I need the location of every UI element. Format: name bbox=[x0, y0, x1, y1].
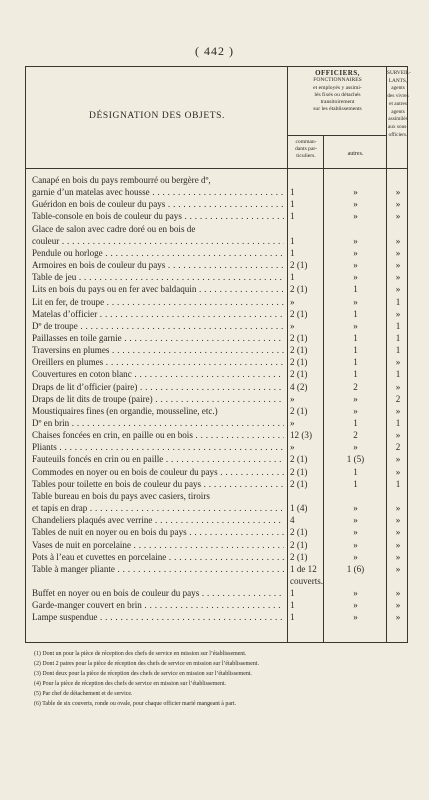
cell-commandants: 1 bbox=[290, 612, 295, 623]
cell-surveillants: » bbox=[395, 247, 401, 258]
header-commandants: comman- dants par- ticuliers. bbox=[294, 139, 318, 160]
cell-commandants: 2 (1) bbox=[290, 332, 308, 343]
cell-commandants: 2 (1) bbox=[290, 308, 308, 319]
cell-surveillants: » bbox=[395, 539, 401, 550]
footnote: (2) Dont 2 paires pour la pièce de réception des chefs de service en mission sur l’établissement. bbox=[34, 660, 259, 667]
cell-surveillants: » bbox=[395, 466, 401, 477]
cell-commandants: 2 (1) bbox=[290, 405, 308, 416]
item-label: Pots à l’eau et cuvettes en porcelaine . . . bbox=[32, 552, 284, 562]
cell-commandants: 2 (1) bbox=[290, 357, 308, 368]
cell-surveillants: 1 bbox=[395, 345, 401, 356]
header-designation: DÉSIGNATION DES OBJETS. bbox=[89, 111, 225, 121]
cell-autres: 1 bbox=[353, 369, 358, 380]
cell-surveillants: » bbox=[395, 563, 401, 574]
cell-autres: 1 bbox=[353, 418, 358, 428]
footnote: (5) Par chef de détachement et de service. bbox=[34, 690, 133, 697]
cell-commandants: 2 (1) bbox=[290, 369, 308, 380]
cell-surveillants: 1 bbox=[395, 320, 401, 331]
footnotes bbox=[34, 650, 414, 709]
header-autres: autres. bbox=[347, 151, 364, 157]
item-label: Pendule ou horloge . . . bbox=[32, 248, 284, 258]
cell-surveillants: » bbox=[395, 381, 401, 392]
item-label: Table bureau en bois du pays avec casiers, tiroirs bbox=[32, 490, 210, 501]
cell-commandants: 2 (1) bbox=[290, 551, 308, 562]
cell-commandants: 4 (2) bbox=[290, 381, 308, 392]
cell-commandants: 2 (1) bbox=[290, 454, 308, 465]
cell-surveillants: » bbox=[395, 284, 401, 295]
cell-surveillants: 1 bbox=[395, 369, 401, 380]
cell-autres: 1 bbox=[353, 357, 358, 368]
item-label: Lit en fer, de troupe . . . bbox=[32, 297, 284, 307]
item-label: Paillasses en toile garnie . . . bbox=[32, 333, 284, 343]
item-label: Buffet en noyer ou en bois de couleur du pays . . . bbox=[32, 588, 284, 598]
cell-autres: 1 bbox=[353, 345, 358, 356]
cell-surveillants: » bbox=[395, 357, 401, 368]
cell-commandants: 1 bbox=[290, 588, 295, 599]
cell-surveillants: » bbox=[395, 515, 401, 526]
cell-surveillants: » bbox=[395, 187, 401, 198]
cell-commandants: 1 bbox=[290, 187, 295, 198]
cell-autres: » bbox=[353, 503, 358, 514]
cell-commandants: 2 (1) bbox=[290, 539, 308, 550]
cell-commandants: 1 bbox=[290, 235, 295, 246]
item-label: Lampe suspendue . . . bbox=[32, 612, 284, 622]
cell-surveillants: » bbox=[395, 211, 401, 222]
item-label: Tables de nuit en noyer ou en bois du pays . . . bbox=[32, 527, 284, 537]
item-label: Lits en bois du pays ou en fer avec baldaquin . . . bbox=[32, 284, 284, 294]
cell-autres: » bbox=[353, 527, 358, 538]
item-label: Armoires en bois de couleur du pays . . . bbox=[32, 260, 284, 270]
cell-surveillants: 1 bbox=[395, 296, 401, 307]
item-label: et tapis en drap . . . bbox=[32, 503, 284, 513]
item-label: Fauteuils foncés en crin ou en paille . . . bbox=[32, 454, 284, 464]
header-bottom-rule bbox=[26, 168, 407, 169]
cell-autres: 1 (6) bbox=[346, 563, 365, 574]
cell-surveillants: » bbox=[395, 199, 401, 210]
cell-commandants: 12 (3) bbox=[290, 430, 312, 441]
cell-surveillants: 2 bbox=[395, 442, 401, 453]
cell-surveillants: » bbox=[395, 527, 401, 538]
cell-autres: » bbox=[353, 260, 358, 271]
cell-autres: 1 bbox=[353, 284, 358, 295]
cell-autres: 1 bbox=[353, 478, 358, 489]
cell-surveillants: » bbox=[395, 503, 401, 514]
cell-commandants: » bbox=[290, 418, 295, 428]
header-surveillants: SURVEIL- LANTS, agents des vivres et autres agents assimilés aux sous- officiers. bbox=[387, 70, 411, 138]
cell-commandants: 2 (1) bbox=[290, 260, 308, 271]
item-label: Commodes en noyer ou en bois de couleur du pays . . . bbox=[32, 467, 284, 477]
cell-commandants: 2 (1) bbox=[290, 284, 308, 295]
cell-autres: » bbox=[353, 199, 358, 210]
cell-autres: » bbox=[353, 539, 358, 550]
cell-autres: » bbox=[353, 235, 358, 246]
cell-autres: 2 bbox=[353, 430, 358, 441]
cell-commandants: » bbox=[290, 442, 295, 453]
cell-commandants: couverts. bbox=[290, 575, 324, 586]
item-label: Oreillers en plumes . . . bbox=[32, 357, 284, 367]
footnote: (3) Dont deux pour la pièce de réception des chefs de service en mission sur l’établissement. bbox=[34, 670, 252, 677]
cell-surveillants: 1 bbox=[395, 332, 401, 343]
cell-autres: » bbox=[353, 442, 358, 453]
cell-commandants: 2 (1) bbox=[290, 466, 308, 477]
item-label: Dº de troupe . . . bbox=[32, 321, 284, 331]
cell-autres: » bbox=[353, 211, 358, 222]
page-number: ( 442 ) bbox=[195, 44, 234, 58]
item-label: Couvertures en coton blanc . . . bbox=[32, 369, 284, 379]
cell-surveillants: » bbox=[395, 600, 401, 611]
item-label: Table-console en bois de couleur du pays . . . bbox=[32, 211, 284, 221]
cell-autres: » bbox=[353, 320, 358, 331]
cell-surveillants: » bbox=[395, 272, 401, 283]
cell-commandants: 1 bbox=[290, 199, 295, 210]
cell-commandants: 2 (1) bbox=[290, 345, 308, 356]
cell-autres: » bbox=[353, 405, 358, 416]
item-label: Chaises foncées en crin, en paille ou en bois . . . bbox=[32, 430, 284, 440]
item-label: Moustiquaires fines (en organdie, mousseline, etc.) bbox=[32, 405, 218, 416]
cell-autres: 2 bbox=[353, 381, 358, 392]
cell-commandants: 2 (1) bbox=[290, 527, 308, 538]
cell-autres: » bbox=[353, 187, 358, 198]
cell-autres: » bbox=[353, 272, 358, 283]
cell-autres: » bbox=[353, 296, 358, 307]
cell-surveillants: » bbox=[395, 405, 401, 416]
item-label: Matelas d’officier . . . bbox=[32, 309, 284, 319]
cell-surveillants: 2 bbox=[395, 393, 401, 404]
item-label: Canapé en bois du pays rembourré ou bergère dº, bbox=[32, 175, 211, 185]
cell-surveillants: » bbox=[395, 588, 401, 599]
cell-commandants: 1 (4) bbox=[290, 503, 308, 514]
cell-surveillants: » bbox=[395, 260, 401, 271]
cell-surveillants: 1 bbox=[395, 418, 401, 428]
footnote: (6) Table de six couverts, ronde ou ovale, pour chaque officier marié mangeant à part. bbox=[34, 700, 237, 707]
cell-surveillants: 1 bbox=[395, 478, 401, 489]
cell-commandants: 1 bbox=[290, 272, 295, 283]
cell-autres: » bbox=[353, 247, 358, 258]
item-label: Guéridon en bois de couleur du pays . . . bbox=[32, 199, 284, 209]
cell-commandants: 1 bbox=[290, 600, 295, 611]
cell-commandants: » bbox=[290, 320, 295, 331]
cell-commandants: 2 (1) bbox=[290, 478, 308, 489]
item-label: couleur . . . bbox=[32, 236, 284, 246]
header-officiers: OFFICIERS, FONCTIONNAIRES et employés y assimi- lés fixés ou détachés transitoirement sur les établissements bbox=[313, 69, 362, 113]
item-label: Pliants . . . bbox=[32, 442, 284, 452]
header-subdivider bbox=[288, 135, 386, 136]
cell-autres: 1 (5) bbox=[346, 454, 365, 465]
cell-autres: 1 bbox=[353, 332, 358, 343]
item-label: Draps de lit dits de troupe (paire) . . . bbox=[32, 394, 284, 404]
cell-commandants: 1 bbox=[290, 247, 295, 258]
cell-surveillants: » bbox=[395, 430, 401, 441]
item-label: Garde-manger couvert en brin . . . bbox=[32, 600, 284, 610]
cell-autres: » bbox=[353, 551, 358, 562]
inventory-table bbox=[25, 66, 411, 643]
cell-commandants: » bbox=[290, 296, 295, 307]
cell-surveillants: » bbox=[395, 551, 401, 562]
item-label: Table de jeu . . . bbox=[32, 272, 284, 282]
footnote: (1) Dont un pour la pièce de réception des chefs de service en mission sur l’établissement. bbox=[34, 651, 247, 657]
item-label: Glace de salon avec cadre doré ou en bois de bbox=[32, 223, 196, 234]
item-label: garnie d’un matelas avec housse . . . bbox=[32, 187, 284, 197]
cell-surveillants: » bbox=[395, 308, 401, 319]
item-label: Vases de nuit en porcelaine . . . bbox=[32, 540, 284, 550]
item-label: Tables pour toilette en bois de couleur du pays . . . bbox=[32, 479, 284, 489]
cell-commandants: 4 bbox=[290, 515, 295, 526]
cell-autres: 1 bbox=[353, 308, 358, 319]
item-label: Table à manger pliante . . . bbox=[32, 564, 284, 574]
cell-surveillants: » bbox=[395, 235, 401, 246]
item-label: Traversins en plumes . . . bbox=[32, 345, 284, 355]
cell-autres: » bbox=[353, 515, 358, 526]
item-label: Chandeliers plaqués avec verrine . . . bbox=[32, 515, 284, 525]
cell-surveillants: » bbox=[395, 454, 401, 465]
cell-commandants: 1 bbox=[290, 211, 295, 222]
cell-autres: » bbox=[353, 600, 358, 611]
item-label: Dº en brin . . . bbox=[32, 418, 284, 428]
cell-commandants: » bbox=[290, 393, 295, 404]
cell-autres: » bbox=[353, 612, 358, 623]
cell-autres: » bbox=[353, 393, 358, 404]
cell-autres: 1 bbox=[353, 466, 358, 477]
cell-autres: » bbox=[353, 588, 358, 599]
footnote: (4) Pour la pièce de réception des chefs de service en mission sur l’établissement. bbox=[34, 680, 227, 687]
item-label: Draps de lit d’officier (paire) . . . bbox=[32, 382, 284, 392]
cell-surveillants: » bbox=[395, 612, 401, 623]
cell-commandants: 1 de 12 bbox=[290, 563, 317, 574]
